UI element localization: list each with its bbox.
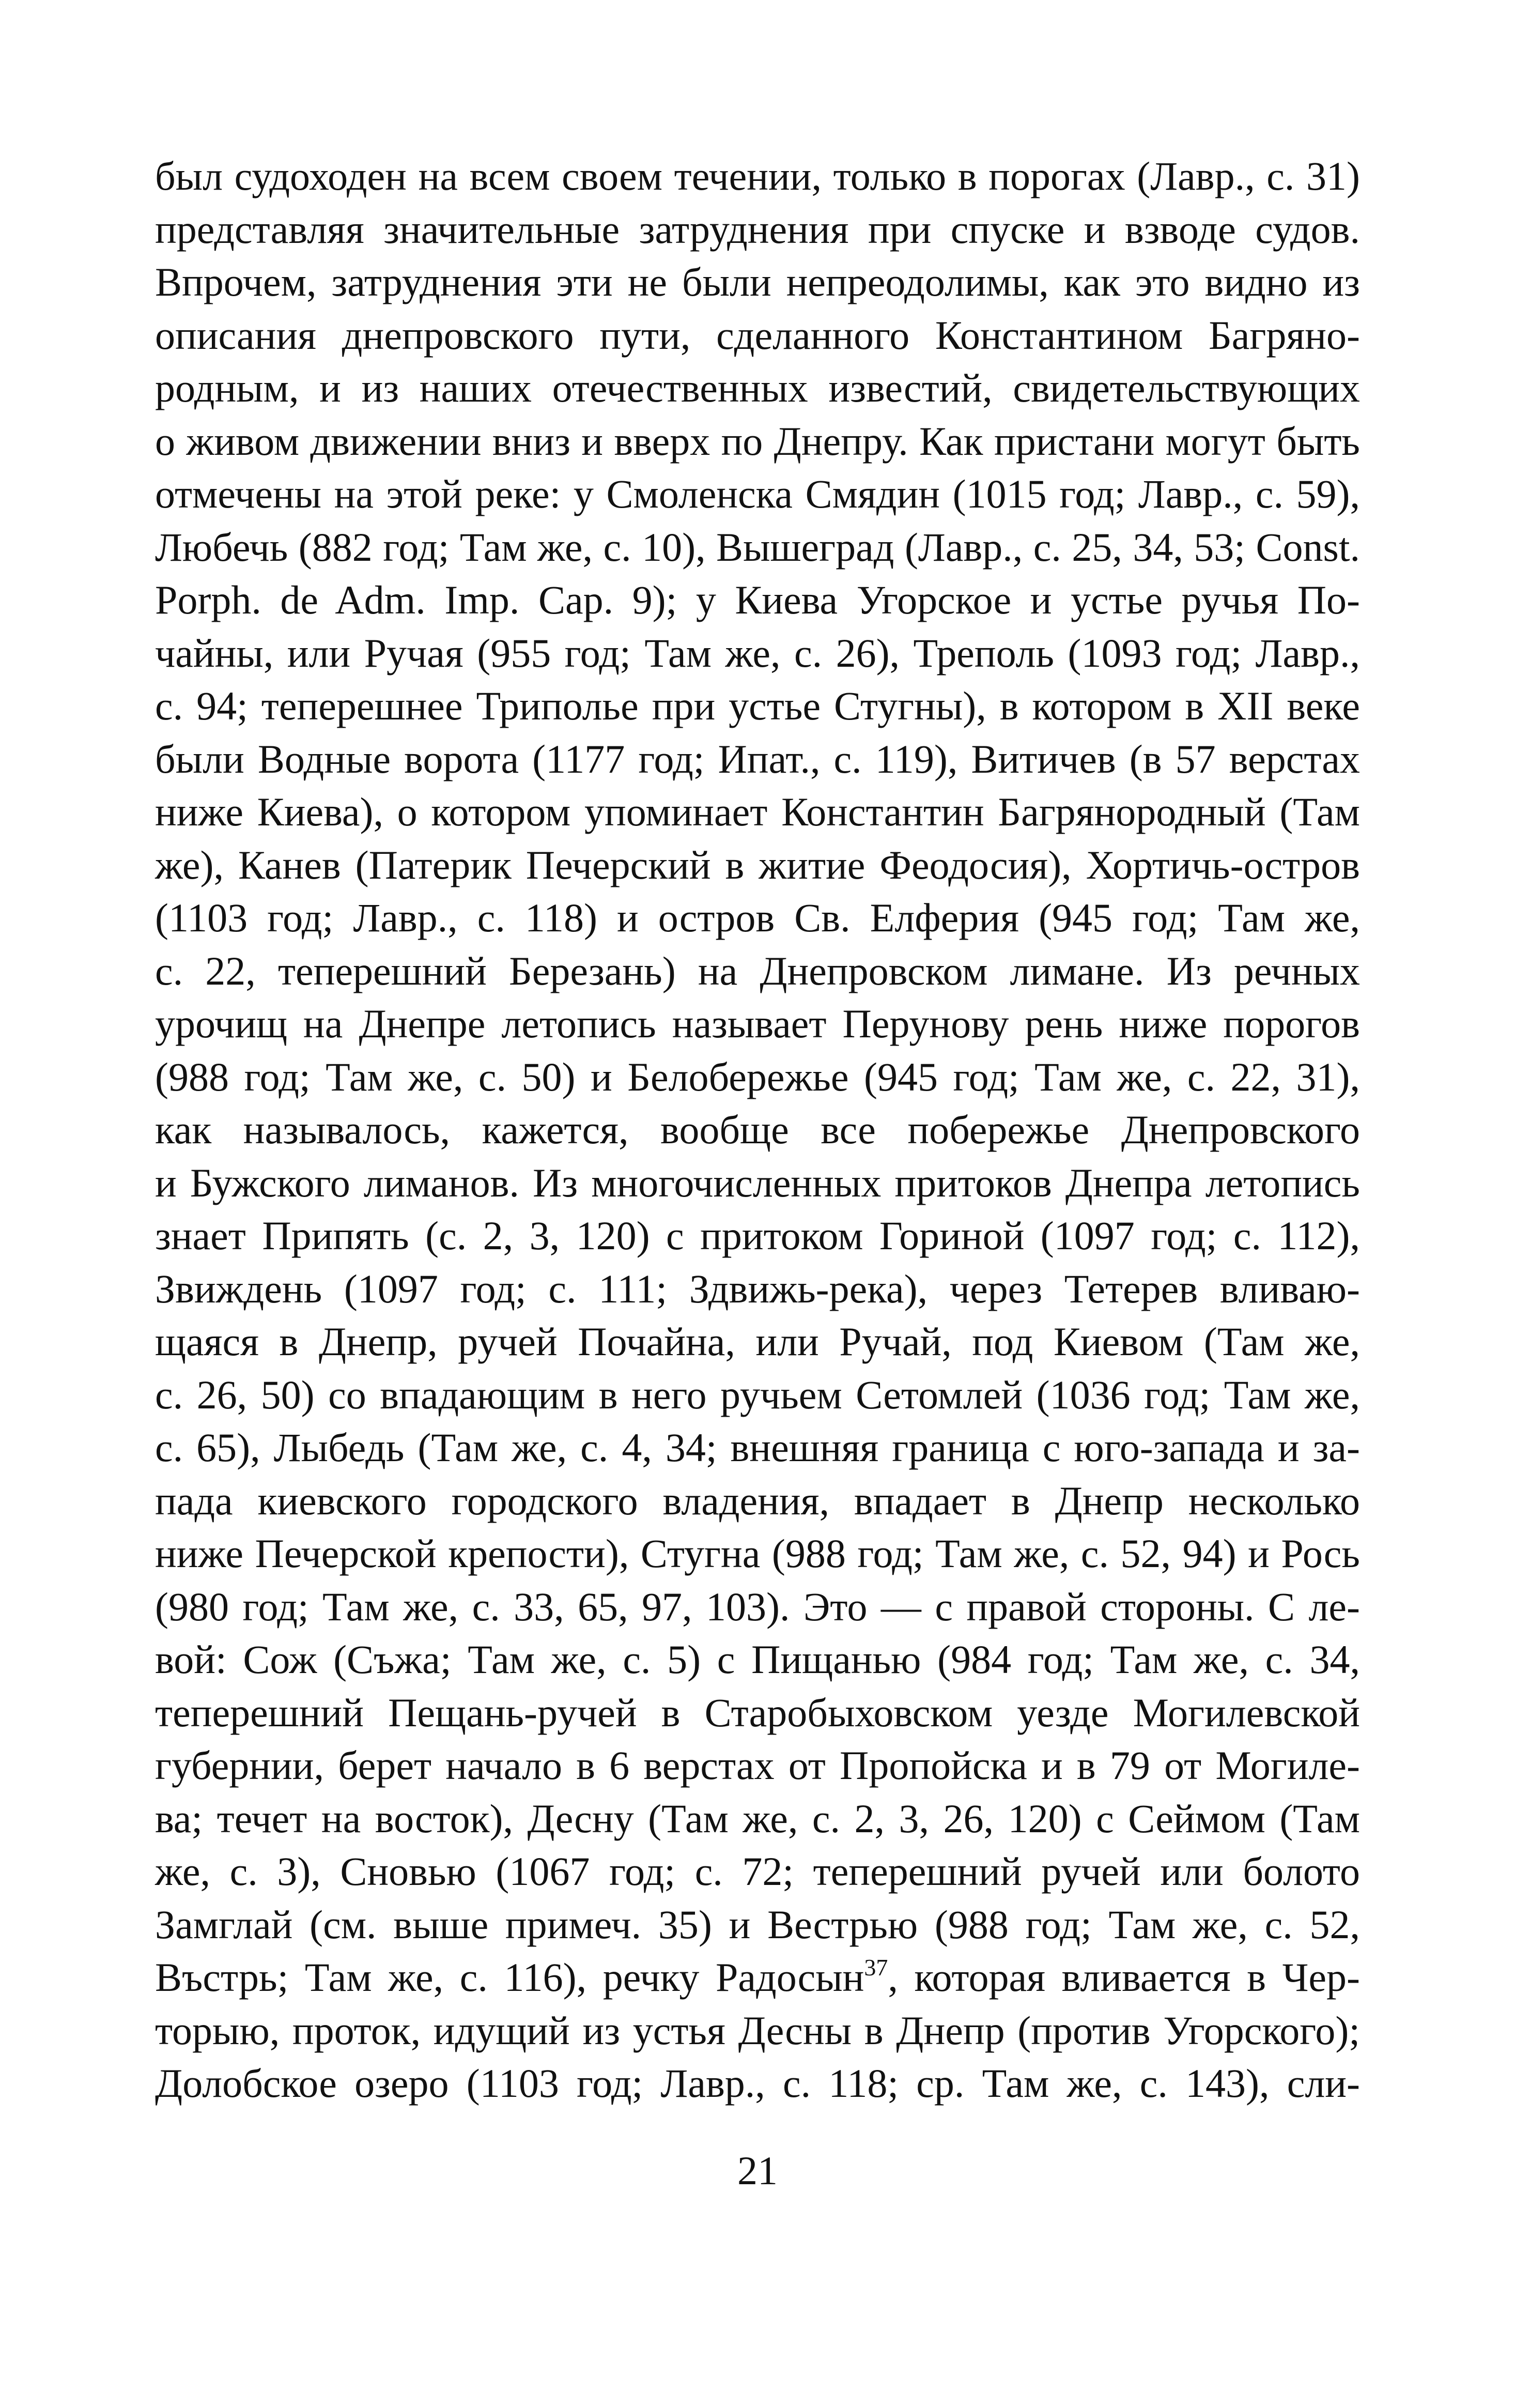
text-line: урочищ на Днепре летопись называет Перунову рень ниже порогов: [155, 1001, 1360, 1046]
text-line: же, с. 3), Сновью (1067 год; с. 72; теперешний ручей или болото: [155, 1849, 1360, 1894]
text-line: знает Припять (с. 2, 3, 120) с притоком Гориной (1097 год; с. 112),: [155, 1213, 1360, 1258]
text-line: с. 94; теперешнее Триполье при устье Стугны), в котором в XII веке: [155, 683, 1360, 728]
text-line: и Бужского лиманов. Из многочисленных притоков Днепра летопись: [155, 1160, 1360, 1205]
footnote-marker: 37: [864, 1954, 888, 1981]
text-line: представляя значительные затруднения при спуске и взводе судов.: [155, 206, 1360, 252]
text-line: Впрочем, затруднения эти не были непреодолимы, как это видно из: [155, 259, 1360, 304]
text-line-with-footnote: [155, 1951, 1360, 2004]
text-line: ва; течет на восток), Десну (Там же, с. 2, 3, 26, 120) с Сеймом (Там: [155, 1796, 1360, 1841]
text-line: же), Канев (Патерик Печерский в житие Феодосия), Хортичь-остров: [155, 842, 1360, 887]
text-line: пада киевского городского владения, впадает в Днепр несколько: [155, 1478, 1360, 1523]
text-line: щаяся в Днепр, ручей Почайна, или Ручай, под Киевом (Там же,: [155, 1319, 1360, 1364]
text-line: (980 год; Там же, с. 33, 65, 97, 103). Это — с правой стороны. С ле-: [155, 1584, 1360, 1629]
text-line: теперешний Пещань-ручей в Старобыховском уезде Могилевской: [155, 1690, 1360, 1735]
page-number: 21: [737, 2148, 778, 2193]
text-line: (988 год; Там же, с. 50) и Белобережье (945 год; Там же, с. 22, 31),: [155, 1054, 1360, 1099]
text-line: (1103 год; Лавр., с. 118) и остров Св. Елферия (945 год; Там же,: [155, 895, 1360, 940]
text-line: отмечены на этой реке: у Смоленска Смядин (1015 год; Лавр., с. 59),: [155, 471, 1360, 516]
text-line: родным, и из наших отечественных известий, свидетельствующих: [155, 365, 1360, 410]
text-line: вой: Сож (Съжа; Там же, с. 5) с Пищанью (984 год; Там же, с. 34,: [155, 1637, 1360, 1682]
text-line: как называлось, кажется, вообще все побережье Днепровского: [155, 1107, 1360, 1152]
text-line: ниже Киева), о котором упоминает Константин Багрянородный (Там: [155, 789, 1360, 834]
text-line: Porph. de Adm. Imp. Cap. 9); у Киева Угорское и устье ручья По-: [155, 577, 1360, 622]
body-text: [155, 150, 1360, 2110]
text-line: с. 22, теперешний Березань) на Днепровском лимане. Из речных: [155, 948, 1360, 993]
text-line: с. 26, 50) со впадающим в него ручьем Сетомлей (1036 год; Там же,: [155, 1372, 1360, 1417]
text-line: о живом движении вниз и вверх по Днепру. Как пристани могут быть: [155, 418, 1360, 464]
text-line: Долобское озеро (1103 год; Лавр., с. 118; ср. Там же, с. 143), сли-: [155, 2061, 1360, 2106]
text-line: с. 65), Лыбедь (Там же, с. 4, 34; внешняя граница с юго-запада и за-: [155, 1425, 1360, 1470]
text-line: были Водные ворота (1177 год; Ипат., с. 119), Витичев (в 57 верстах: [155, 736, 1360, 781]
text-line: чайны, или Ручая (955 год; Там же, с. 26), Треполь (1093 год; Лавр.,: [155, 630, 1360, 676]
text-line: Замглай (см. выше примеч. 35) и Вестрью (988 год; Там же, с. 52,: [155, 1901, 1360, 1947]
text-line: описания днепровского пути, сделанного Константином Багряно-: [155, 312, 1360, 358]
text-line: торыю, проток, идущий из устья Десны в Днепр (против Угорского);: [155, 2007, 1360, 2053]
text-line: Звиждень (1097 год; с. 111; Здвижь-река), через Тетерев вливаю-: [155, 1266, 1360, 1311]
text-line: ниже Печерской крепости), Стугна (988 год; Там же, с. 52, 94) и Рось: [155, 1531, 1360, 1576]
text-line: был судоходен на всем своем течении, только в порогах (Лавр., с. 31): [155, 154, 1360, 198]
text-line: губернии, берет начало в 6 верстах от Пропойска и в 79 от Могиле-: [155, 1743, 1360, 1788]
text-line-end: , которая вливается в Чер-: [888, 1955, 1360, 2000]
text-line-start: Въстрь; Там же, с. 116), речку Радосын: [155, 1955, 864, 2000]
text-line: Любечь (882 год; Там же, с. 10), Вышеград (Лавр., с. 25, 34, 53; Const.: [155, 524, 1360, 570]
